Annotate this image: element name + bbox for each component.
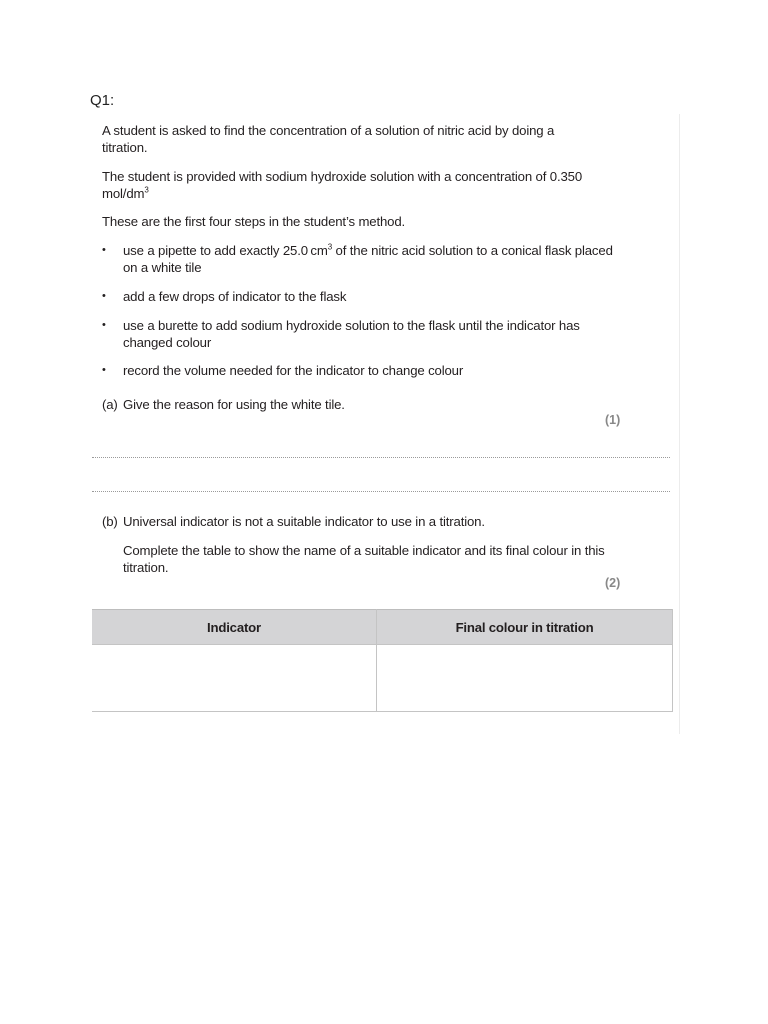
- header-indicator: Indicator: [92, 610, 377, 645]
- table-header-row: [92, 610, 673, 645]
- indicator-answer-cell[interactable]: [92, 645, 377, 712]
- bullet-icon: •: [102, 319, 106, 331]
- method-step-3-text: use a burette to add sodium hydroxide solution to the flask until the indicator has changed colour: [123, 318, 580, 350]
- step-1-text-before: use a pipette to add exactly 25.0 cm: [123, 243, 328, 258]
- unit-superscript: 3: [327, 242, 333, 252]
- question-number: Q1:: [90, 92, 115, 109]
- final-colour-answer-cell[interactable]: [377, 645, 673, 712]
- bullet-icon: •: [102, 244, 106, 256]
- header-final-colour: Final colour in titration: [377, 610, 673, 645]
- concentration-text: The student is provided with sodium hydroxide solution with a concentration of 0.350 mol/dm: [102, 169, 585, 201]
- bullet-icon: •: [102, 364, 106, 376]
- part-b-label: (b): [102, 514, 118, 529]
- part-b-question: Universal indicator is not a suitable indicator to use in a titration.: [123, 514, 485, 529]
- part-a-marks: (1): [605, 413, 621, 427]
- method-step-4-text: record the volume needed for the indicator to change colour: [123, 363, 464, 378]
- indicator-table: [92, 609, 673, 712]
- unit-superscript: 3: [144, 185, 149, 195]
- answer-line-1[interactable]: [92, 457, 670, 458]
- step-1-text-after: of the nitric acid solution to a conical flask placed on a white tile: [123, 243, 613, 275]
- page-right-rule: [679, 114, 680, 734]
- method-step-2-text: add a few drops of indicator to the flask: [123, 289, 347, 304]
- bullet-icon: •: [102, 290, 106, 302]
- method-step-1-text: [123, 242, 613, 276]
- answer-line-2[interactable]: [92, 491, 670, 492]
- intro-paragraph-2: [102, 168, 602, 202]
- intro-paragraph-1: A student is asked to find the concentration of a solution of nitric acid by doing a titration.: [102, 123, 555, 155]
- part-a-question: Give the reason for using the white tile.: [123, 397, 345, 412]
- intro-paragraph-3: These are the first four steps in the student’s method.: [102, 214, 406, 229]
- part-b-instruction: Complete the table to show the name of a suitable indicator and its final colour in this titration.: [123, 543, 605, 575]
- part-a-label: (a): [102, 397, 118, 412]
- table-row: [92, 645, 673, 712]
- part-b-marks: (2): [605, 576, 621, 590]
